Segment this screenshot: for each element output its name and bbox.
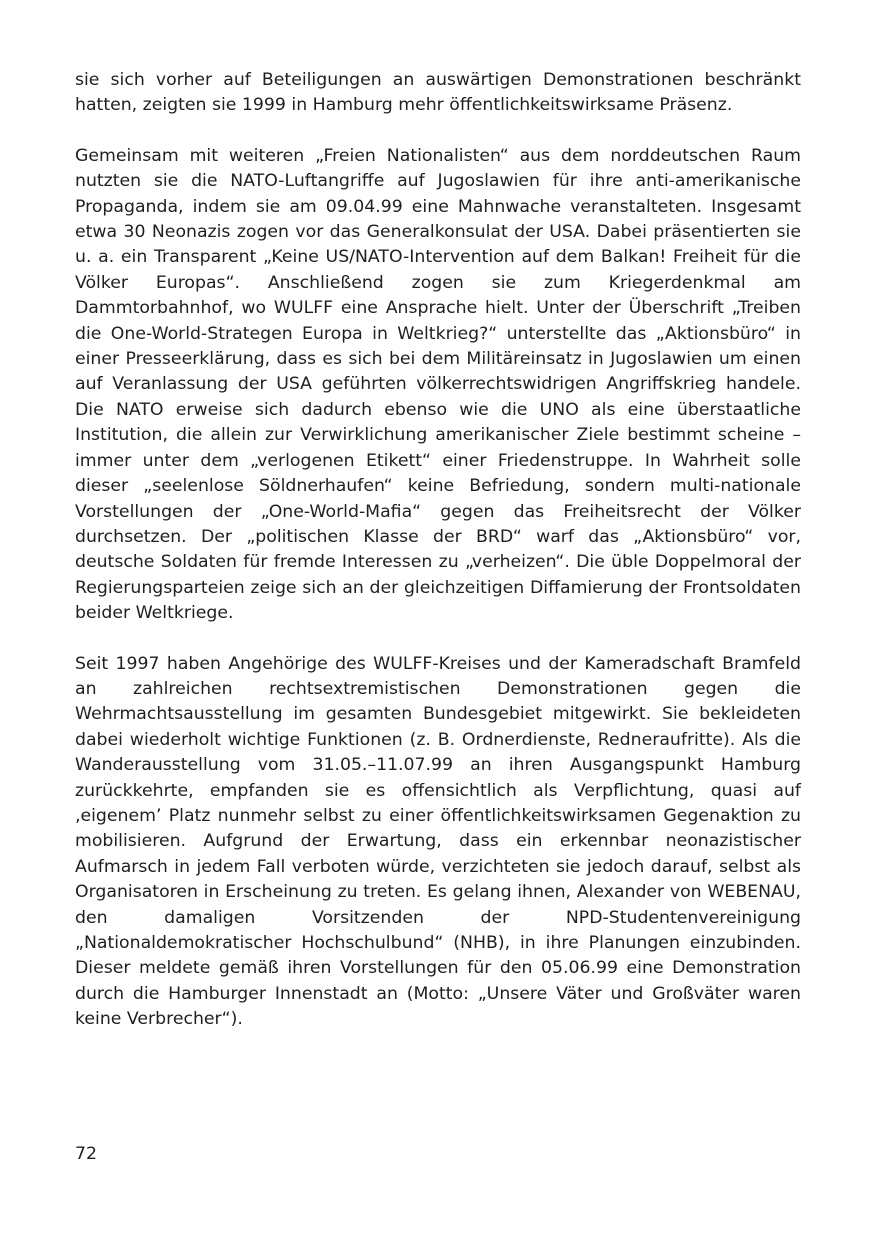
paragraph-wehrmacht-demonstrations: Seit 1997 haben Angehörige des WULFF-Kreises und der Kameradschaft Bramfeld an zahlreichen rechtsextremistischen Demonstrationen gegen die Wehrmachtsausstellung im gesamten Bundesgebiet mitgewirkt. Sie bekleideten dabei wiederholt wichtige Funktionen (z. B. Ordnerdienste, Redneraufritte). Als die Wanderausstellung vom 31.05.–11.07.99 an ihren Ausgangspunkt Hamburg zurückkehrte, empfanden sie es offensichtlich als Verpflichtung, quasi auf ‚eigenem’ Platz nunmehr selbst zu einer öffentlichkeitswirksamen Gegenaktion zu mobilisieren. Aufgrund der Erwartung, dass ein erkennbar neonazistischer Aufmarsch in jedem Fall verboten würde, verzichteten sie jedoch darauf, selbst als Organisatoren in Erscheinung zu treten. Es gelang ihnen, Alexander von WEBENAU, den damaligen Vorsitzenden der NPD-Studentenvereinigung „Nationaldemokratischer Hochschulbund“ (NHB), in ihre Planungen einzubinden. Dieser meldete gemäß ihren Vorstellungen für den 05.06.99 eine Demonstration durch die Hamburger Innenstadt an (Motto: „Unsere Väter und Großväter waren keine Verbrecher“). <box>75 653 801 1030</box>
page-number: 72 <box>75 1144 97 1164</box>
paragraph-nato-propaganda: Gemeinsam mit weiteren „Freien Nationalisten“ aus dem norddeutschen Raum nutzten sie die NATO-Luftangriffe auf Jugoslawien für ihre anti-amerikanische Propaganda, indem sie am 09.04.99 eine Mahnwache veranstalteten. Insgesamt etwa 30 Neonazis zogen vor das Generalkonsulat der USA. Dabei präsentierten sie u. a. ein Transparent „Keine US/NATO-Intervention auf dem Balkan! Freiheit für die Völker Europas“. Anschließend zogen sie zum Kriegerdenkmal am Dammtorbahnhof, wo WULFF eine Ansprache hielt. Unter der Überschrift „Treiben die One-World-Strategen Europa in Weltkrieg?“ unterstellte das „Aktionsbüro“ in einer Presseerklärung, dass es sich bei dem Militäreinsatz in Jugoslawien um einen auf Veranlassung der USA geführten völkerrechtswidrigen Angriffskrieg handele. Die NATO erweise sich dadurch ebenso wie die UNO als eine überstaatliche Institution, die allein zur Verwirklichung amerikanischer Ziele bestimmt scheine – immer unter dem „verlogenen Etikett“ einer Friedenstruppe. In Wahrheit solle dieser „seelenlose Söldnerhaufen“ keine Befriedung, sondern multi-nationale Vorstellungen der „One-World-Mafia“ gegen das Freiheitsrecht der Völker durchsetzen. Der „politischen Klasse der BRD“ warf das „Aktionsbüro“ vor, deutsche Soldaten für fremde Interessen zu „verheizen“. Die üble Doppelmoral der Regierungsparteien zeige sich an der gleichzeitigen Diffamierung der Frontsoldaten beider Weltkriege. <box>75 145 801 624</box>
paragraph-continuation: sie sich vorher auf Beteiligungen an auswärtigen Demonstrationen beschränkt hatten, zeigten sie 1999 in Hamburg mehr öffentlichkeitswirksame Präsenz. <box>75 70 801 116</box>
page-body <box>75 68 801 1058</box>
